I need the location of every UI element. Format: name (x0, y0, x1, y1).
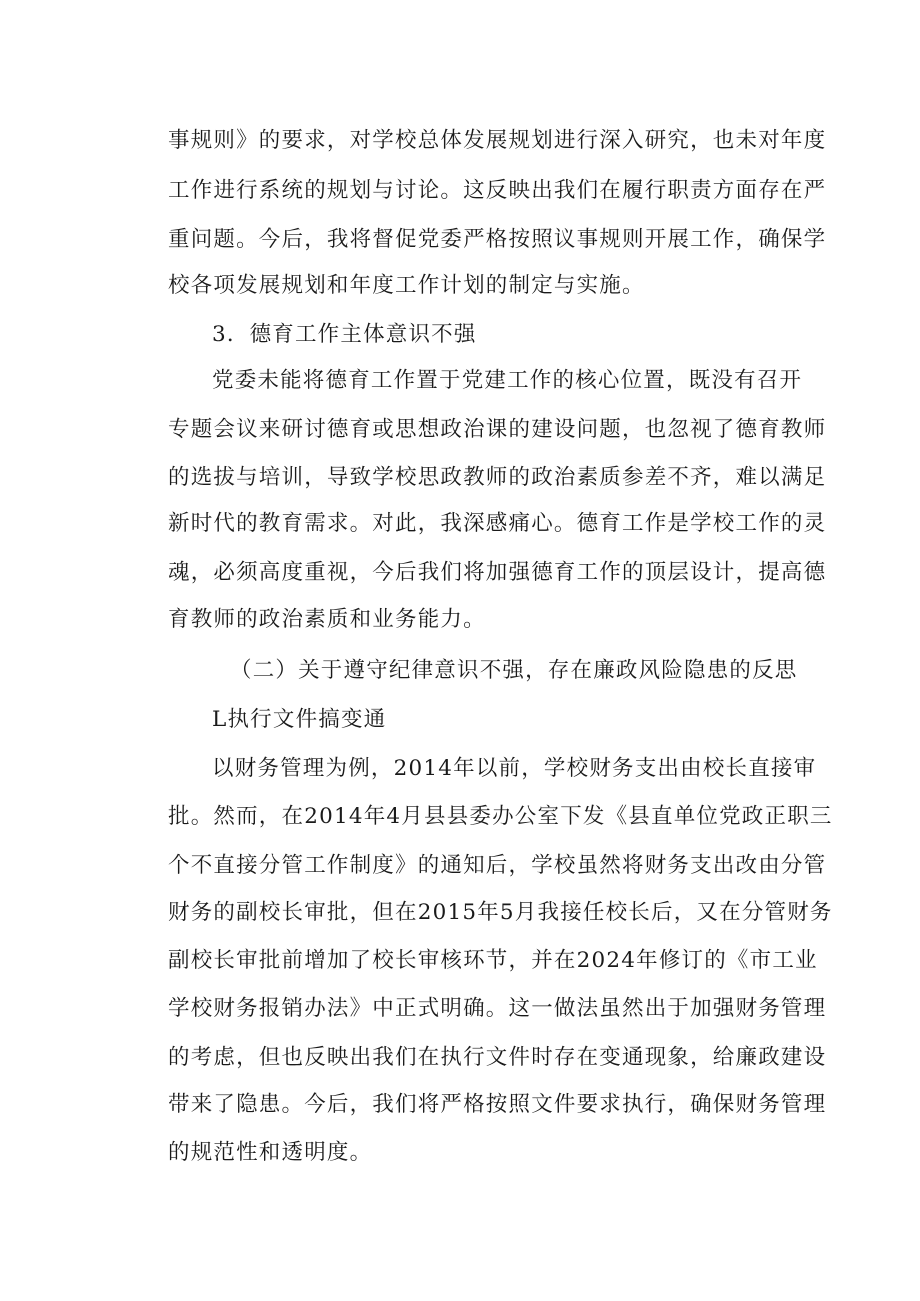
paragraph-line: 校各项发展规划和年度工作计划的制定与实施。 (168, 273, 645, 298)
paragraph-line: 学校财务报销办法》中正式明确。这一做法虽然出于加强财务管理 (168, 996, 827, 1021)
paragraph-line: 重问题。今后，我将督促党委严格按照议事规则开展工作，确保学 (168, 227, 827, 252)
paragraph-line: 财务的副校长审批，但在2015年5月我接任校长后，又在分管财务 (168, 900, 833, 925)
paragraph-line: 批。然而，在2014年4月县县委办公室下发《县直单位党政正职三 (168, 804, 833, 829)
paragraph-line: 的考虑，但也反映出我们在执行文件时存在变通现象，给廉政建设 (168, 1045, 827, 1070)
paragraph-line: 育教师的政治素质和业务能力。 (168, 607, 486, 632)
paragraph-line: 的规范性和透明度。 (168, 1140, 373, 1165)
paragraph-line: 副校长审批前增加了校长审核环节，并在2024年修订的《市工业 (168, 948, 818, 973)
paragraph-line: 带来了隐患。今后，我们将严格按照文件要求执行，确保财务管理 (168, 1092, 827, 1117)
section-heading: 3．德育工作主体意识不强 (212, 322, 477, 347)
paragraph-line: 专题会议来研讨德育或思想政治课的建设问题，也忽视了德育教师 (168, 417, 827, 442)
section-heading: （二）关于遵守纪律意识不强，存在廉政风险隐患的反思 (230, 658, 798, 683)
paragraph-line: 以财务管理为例，2014年以前，学校财务支出由校长直接审 (212, 756, 817, 781)
paragraph-line: 事规则》的要求，对学校总体发展规划进行深入研究，也未对年度 (168, 128, 827, 153)
paragraph-line: 工作进行系统的规划与讨论。这反映出我们在履行职责方面存在严 (168, 178, 827, 203)
paragraph-line: 党委未能将德育工作置于党建工作的核心位置，既没有召开 (212, 368, 803, 393)
paragraph-line: 魂，必须高度重视，今后我们将加强德育工作的顶层设计，提高德 (168, 560, 827, 585)
paragraph-line: 个不直接分管工作制度》的通知后，学校虽然将财务支出改由分管 (168, 853, 827, 878)
paragraph-line: 的选拔与培训，导致学校思政教师的政治素质参差不齐，难以满足 (168, 465, 827, 490)
subsection-heading: L执行文件搞变通 (212, 707, 387, 732)
paragraph-line: 新时代的教育需求。对此，我深感痛心。德育工作是学校工作的灵 (168, 511, 827, 536)
